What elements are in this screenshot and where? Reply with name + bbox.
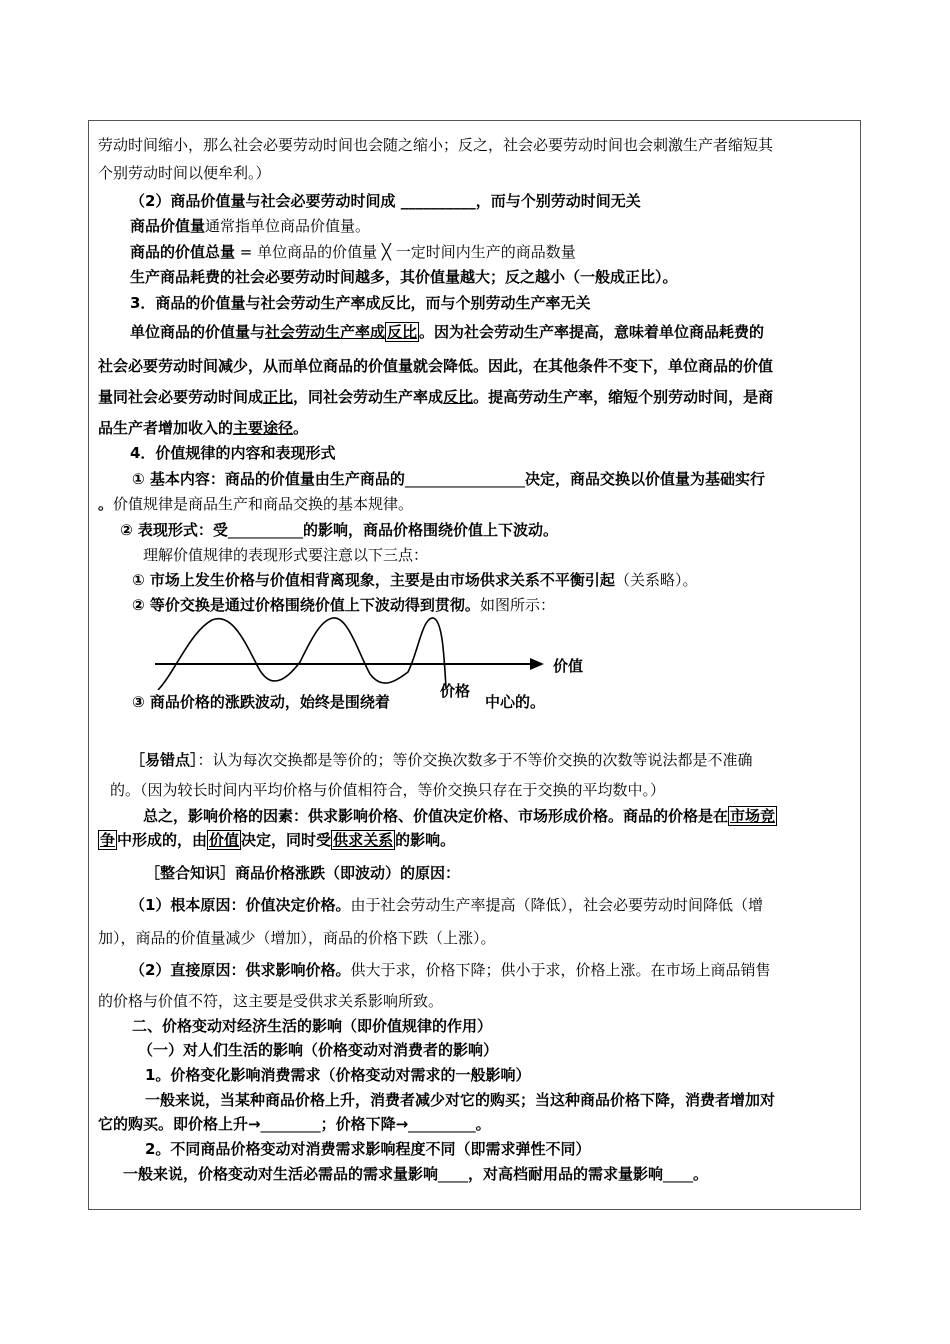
error-point-line: ［易错点］：认为每次交换都是等价的；等价交换次数多于不等价交换的次数等说法都是不准确 bbox=[130, 751, 753, 769]
blank: _________ bbox=[408, 1115, 476, 1133]
text-line: 它的购买。即价格上升→________；价格下降→_________。 bbox=[98, 1115, 491, 1133]
text-line: 一般来说，价格变动对生活必需品的需求量影响____，对高档耐用品的需求量影响____。 bbox=[123, 1165, 709, 1183]
text-line: ② 等价交换是通过价格围绕价值上下波动得到贯彻。如图所示： bbox=[132, 596, 555, 614]
item-2-heading: 2。不同商品价格变动对消费需求影响程度不同（即需求弹性不同） bbox=[145, 1140, 591, 1158]
text-line: （1）根本原因：价值决定价格。由于社会劳动生产率提高（降低），社会必要劳动时间降低（增 bbox=[130, 896, 763, 914]
text-line: 商品价值量通常指单位商品价值量。 bbox=[130, 217, 371, 235]
point-4-heading: 4．价值规律的内容和表现形式 bbox=[130, 444, 336, 462]
section-2-heading: 二、价格变动对经济生活的影响（即价值规律的作用） bbox=[132, 1017, 493, 1035]
item-1-heading: 1。价格变化影响消费需求（价格变动对需求的一般影响） bbox=[145, 1066, 531, 1084]
text-line: 。价值规律是商品生产和商品交换的基本规律。 bbox=[98, 495, 414, 513]
point-3-heading: 3．商品的价值量与社会劳动生产率成反比，而与个别劳动生产率无关 bbox=[130, 294, 591, 312]
text-line: 社会必要劳动时间减少，从而单位商品的价值量就会降低。因此，在其他条件不变下，单位商品的价值 bbox=[98, 357, 774, 375]
text-line: 理解价值规律的表现形式要注意以下三点： bbox=[143, 546, 429, 564]
text-line: 个别劳动时间以便牟利。） bbox=[98, 164, 271, 182]
arrow-head-icon bbox=[530, 658, 544, 670]
text-line: ① 市场上发生价格与价值相背离现象，主要是由市场供求关系不平衡引起（关系略）。 bbox=[132, 571, 698, 589]
text-line: 的。（因为较长时间内平均价格与价值相符合，等价交换只存在于交换的平均数中。） bbox=[110, 781, 666, 799]
subsection-heading: （一）对人们生活的影响（价格变动对消费者的影响） bbox=[138, 1041, 499, 1059]
text-line: 加），商品的价值量减少（增加），商品的价格下跌（上涨）。 bbox=[98, 929, 496, 947]
text-line: 量同社会必要劳动时间成正比，同社会劳动生产率成反比。提高劳动生产率，缩短个别劳动时间，是商 bbox=[98, 388, 774, 406]
text-line: ③ 商品价格的涨跌波动，始终是围绕着 bbox=[132, 693, 390, 711]
blank: ____ bbox=[438, 1165, 469, 1183]
text-line: （2）直接原因：供求影响价格。供大于求，价格下降；供小于求，价格上涨。在市场上商品销售 bbox=[130, 961, 771, 979]
blank: ________________ bbox=[404, 470, 525, 488]
text-line: 的价格与价值不符，这主要是受供求关系影响所致。 bbox=[98, 992, 444, 1010]
formula-line: 商品的价值总量 = 单位商品的价值量 ╳ 一定时间内生产的商品数量 bbox=[130, 243, 576, 261]
price-curve bbox=[158, 618, 446, 690]
text-line: 生产商品耗费的社会必要劳动时间越多，其价值量越大；反之越小（一般成正比）。 bbox=[130, 268, 678, 286]
blank: ____ bbox=[663, 1165, 694, 1183]
text-line: ② 表现形式：受__________的影响，商品价格围绕价值上下波动。 bbox=[120, 521, 558, 539]
point-2-heading: （2）商品价值量与社会必要劳动时间成 __________，而与个别劳动时间无关 bbox=[130, 192, 641, 210]
text-line: 争 中形成的，由 价值 决定，同时受 供求关系 的影响。 bbox=[100, 831, 456, 849]
integrated-knowledge-heading: ［整合知识］商品价格涨跌（即波动）的原因： bbox=[145, 864, 461, 882]
blank: __________ bbox=[400, 192, 476, 210]
text-line: 劳动时间缩小，那么社会必要劳动时间也会随之缩小；反之，社会必要劳动时间也会刺激生产者缩短其 bbox=[98, 136, 774, 154]
text-line: ① 基本内容：商品的价值量由生产商品的________________决定，商品交换以价值量为基础实行 bbox=[132, 470, 765, 488]
blank: __________ bbox=[227, 521, 303, 539]
text-line: 品生产者增加收入的主要途径。 bbox=[98, 419, 309, 437]
blank: ________ bbox=[260, 1115, 321, 1133]
value-label: 价值 bbox=[553, 657, 584, 675]
price-label: 价格 bbox=[440, 682, 471, 700]
price-fluctuation-diagram bbox=[150, 612, 550, 690]
text-line: 中心的。 bbox=[485, 693, 546, 711]
text-line: 总之，影响价格的因素：供求影响价格、价值决定价格、市场形成价格。商品的价格是在 市场竞 bbox=[143, 807, 776, 825]
text-line: 一般来说，当某种商品价格上升，消费者减少对它的购买；当这种商品价格下降，消费者增加对 bbox=[145, 1091, 776, 1109]
text-line: 单位商品的价值量与社会劳动生产率成 反比 。因为社会劳动生产率提高，意味着单位商品耗费的 bbox=[130, 323, 765, 341]
